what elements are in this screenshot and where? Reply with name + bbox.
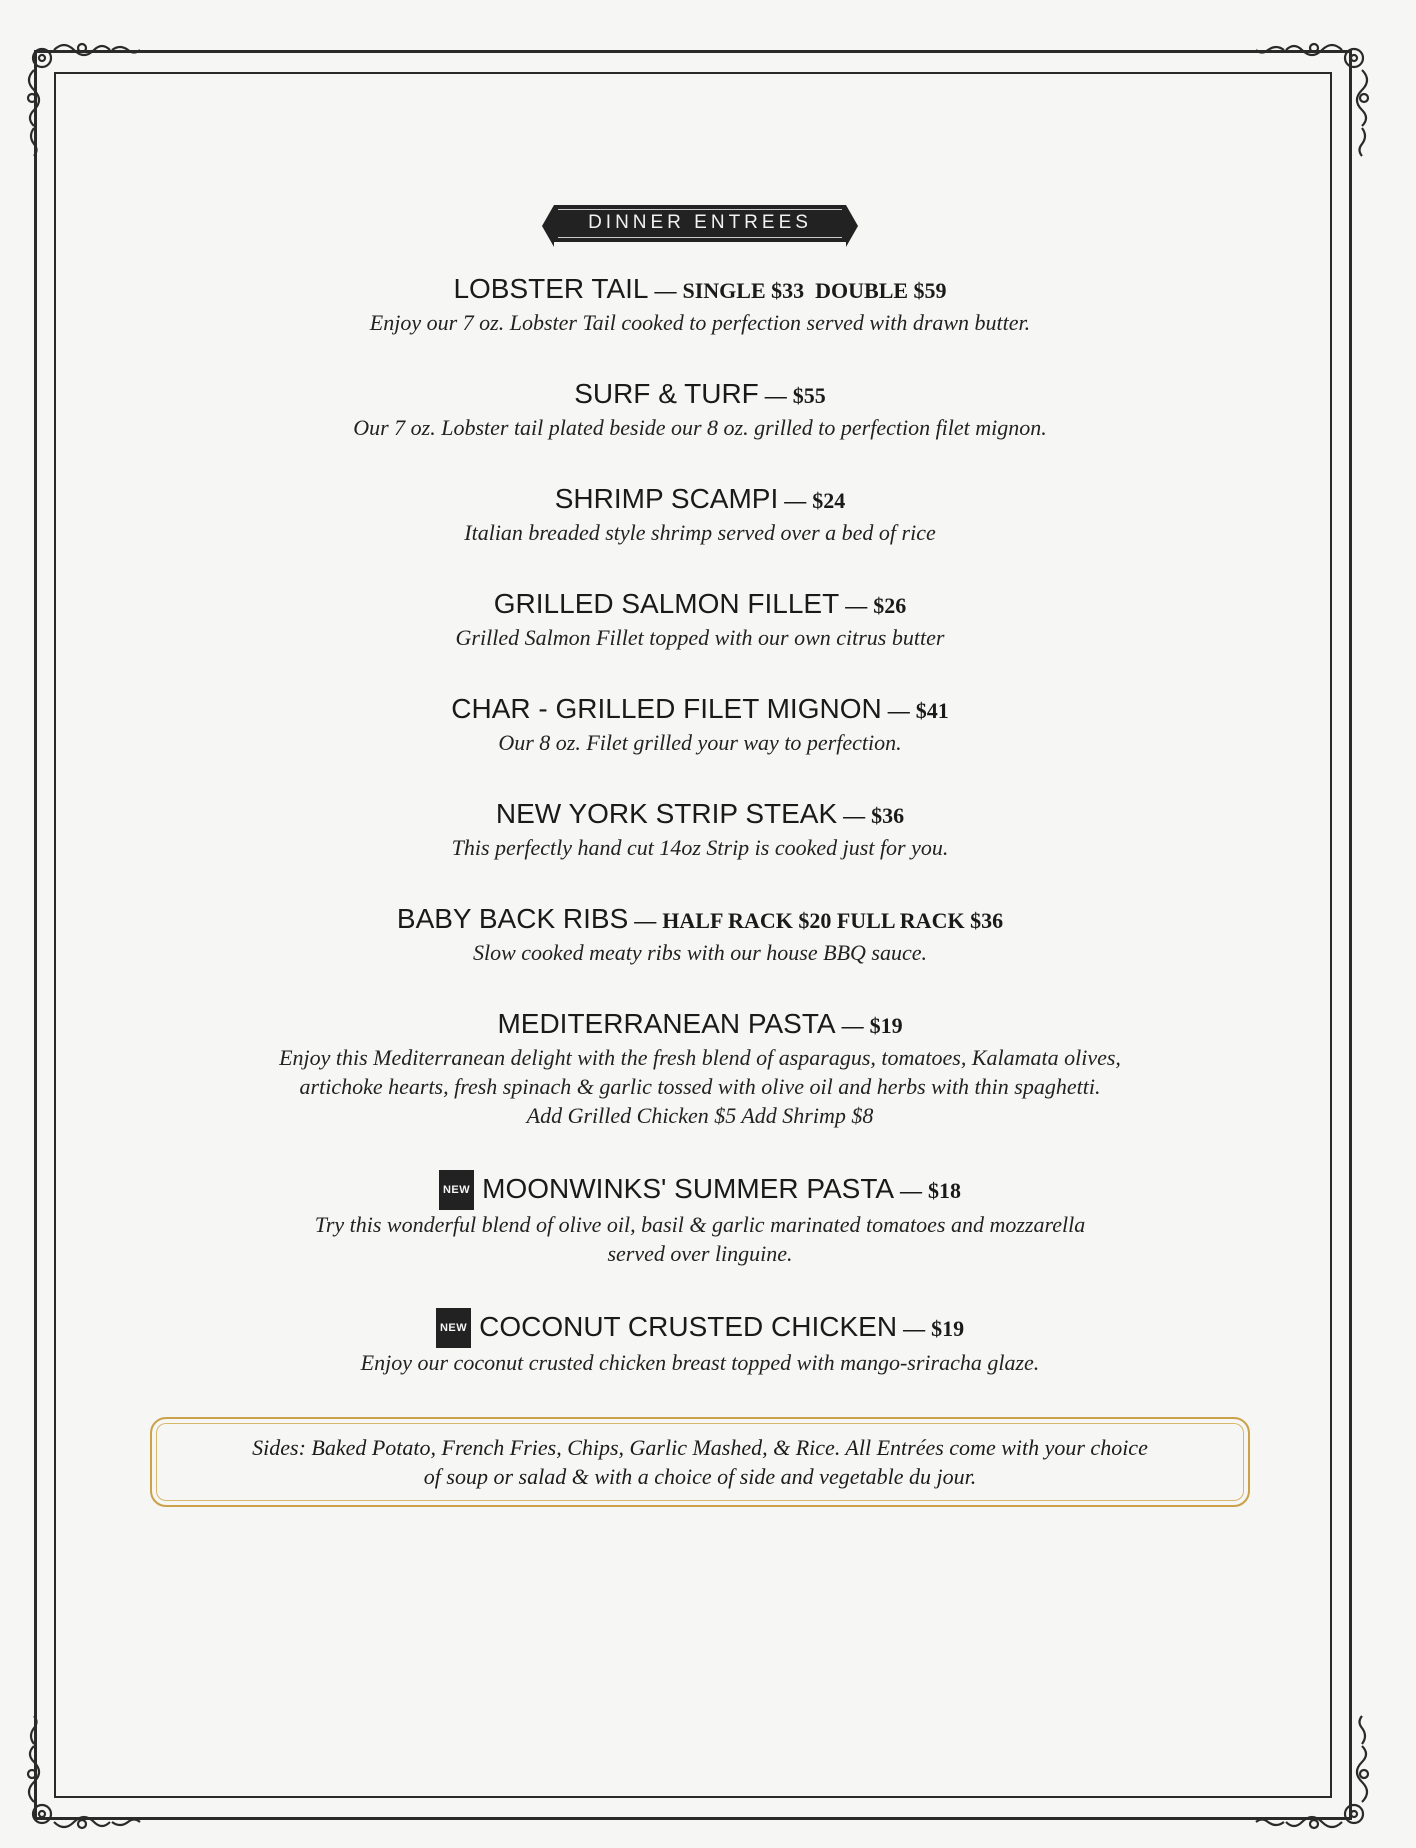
item-heading <box>120 272 1280 308</box>
item-description: artichoke hearts, fresh spinach & garlic tossed with olive oil and herbs with thin spaghetti. <box>299 1074 1101 1099</box>
item-name: MEDITERRANEAN PASTA <box>497 1008 836 1039</box>
item-heading <box>120 1170 1280 1210</box>
corner-ornament-icon <box>1226 1686 1376 1836</box>
item-description: This perfectly hand cut 14oz Strip is cooked just for you. <box>451 835 949 860</box>
item-heading <box>120 797 1280 833</box>
item-heading <box>120 692 1280 728</box>
item-dash: — <box>900 1178 923 1203</box>
menu-items <box>120 272 1280 1377</box>
item-dash: — <box>845 593 868 618</box>
item-description: served over linguine. <box>607 1241 793 1266</box>
item-heading <box>120 482 1280 518</box>
menu-item <box>120 272 1280 337</box>
item-description: Enjoy our coconut crusted chicken breast topped with mango-sriracha glaze. <box>360 1350 1040 1375</box>
section-banner <box>554 205 846 242</box>
item-price: $36 <box>871 803 905 828</box>
item-dash: — <box>634 908 657 933</box>
item-heading <box>120 902 1280 938</box>
item-name: GRILLED SALMON FILLET <box>493 588 840 619</box>
menu-item <box>120 1170 1280 1268</box>
item-description: Italian breaded style shrimp served over a bed of rice <box>464 520 936 545</box>
item-name: CHAR - GRILLED FILET MIGNON <box>451 693 882 724</box>
corner-ornament-icon <box>1226 36 1376 186</box>
item-heading <box>120 1308 1280 1348</box>
item-description: Try this wonderful blend of olive oil, basil & garlic marinated tomatoes and mozzarella <box>314 1212 1086 1237</box>
sides-line: of soup or salad & with a choice of side and vegetable du jour. <box>423 1464 977 1489</box>
item-heading <box>120 587 1280 623</box>
corner-ornament-icon <box>20 36 170 186</box>
item-price: $24 <box>812 488 846 513</box>
item-price: SINGLE $33 DOUBLE $59 <box>682 278 947 303</box>
new-badge: NEW <box>439 1170 474 1210</box>
item-heading <box>120 1007 1280 1043</box>
item-name: SURF & TURF <box>574 378 759 409</box>
section-title: DINNER ENTREES <box>588 212 812 233</box>
item-dash: — <box>887 698 910 723</box>
item-price: $19 <box>931 1316 965 1341</box>
item-dash: — <box>841 1013 864 1038</box>
item-heading <box>120 377 1280 413</box>
item-price: $55 <box>792 383 826 408</box>
menu-item <box>120 797 1280 862</box>
item-dash: — <box>654 278 677 303</box>
item-name: MOONWINKS' SUMMER PASTA <box>482 1173 895 1204</box>
item-name: BABY BACK RIBS <box>396 903 629 934</box>
sides-box <box>150 1417 1250 1507</box>
item-description: Our 8 oz. Filet grilled your way to perfection. <box>498 730 902 755</box>
sides-line: Sides: Baked Potato, French Fries, Chips, Garlic Mashed, & Rice. All Entrées come with your choice <box>252 1435 1148 1460</box>
item-dash: — <box>784 488 807 513</box>
item-dash: — <box>764 383 787 408</box>
menu-content <box>120 205 1280 1507</box>
item-price: $19 <box>869 1013 903 1038</box>
item-name: NEW YORK STRIP STEAK <box>495 798 838 829</box>
item-name: COCONUT CRUSTED CHICKEN <box>479 1311 898 1342</box>
item-price: $41 <box>915 698 949 723</box>
item-price: $18 <box>928 1178 962 1203</box>
menu-item <box>120 587 1280 652</box>
corner-ornament-icon <box>20 1686 170 1836</box>
item-description: Enjoy this Mediterranean delight with the fresh blend of asparagus, tomatoes, Kalamata olives, <box>279 1045 1121 1070</box>
item-description: Grilled Salmon Fillet topped with our own citrus butter <box>455 625 945 650</box>
item-description: Enjoy our 7 oz. Lobster Tail cooked to perfection served with drawn butter. <box>369 310 1031 335</box>
item-name: SHRIMP SCAMPI <box>554 483 779 514</box>
item-price: HALF RACK $20 FULL RACK $36 <box>662 908 1004 933</box>
item-price: $26 <box>873 593 907 618</box>
item-dash: — <box>843 803 866 828</box>
item-description: Slow cooked meaty ribs with our house BBQ sauce. <box>473 940 927 965</box>
item-dash: — <box>903 1316 926 1341</box>
menu-item <box>120 902 1280 967</box>
menu-item <box>120 1308 1280 1377</box>
menu-item <box>120 377 1280 442</box>
item-name: LOBSTER TAIL <box>453 273 649 304</box>
menu-item <box>120 482 1280 547</box>
item-description: Add Grilled Chicken $5 Add Shrimp $8 <box>526 1103 874 1128</box>
item-description: Our 7 oz. Lobster tail plated beside our 8 oz. grilled to perfection filet mignon. <box>353 415 1047 440</box>
new-badge: NEW <box>436 1308 471 1348</box>
menu-item <box>120 692 1280 757</box>
menu-item <box>120 1007 1280 1130</box>
